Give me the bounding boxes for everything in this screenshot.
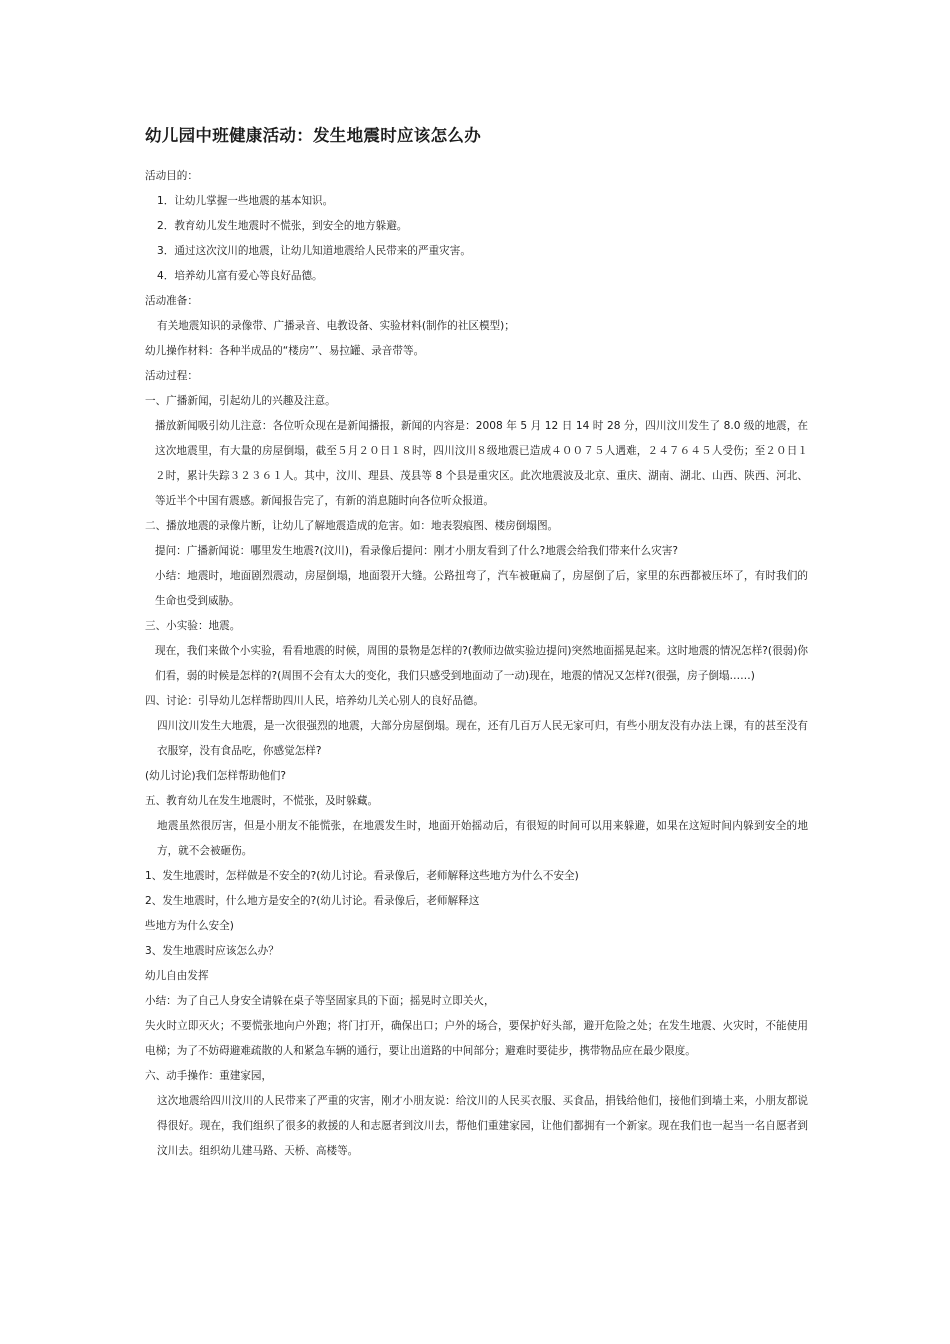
paragraph: 有关地震知识的录像带、广播录音、电教设备、实验材料(制作的社区模型)； xyxy=(157,320,515,332)
paragraph: 播放新闻吸引幼儿注意：各位听众现在是新闻播报，新闻的内容是：2008 年 5 月 12 日 14 时 28 分，四川汶川发生了 8.0 级的地震，在这次地震里，有大量的房屋倒塌，截至５月２０日１８时，四川汶川８级地震已造成４００７５人遇难，２４７６４５人受伤；至２０日１２时，累计失踪３２３６１人。其中，汶川、理县、茂县等 8 个县是重灾区。此次地震波及北京、重庆、湖南、湖北、山西、陕西、河北、等近半个中国有震感。新闻报告完了，有新的消息随时向各位听众报道。 xyxy=(155,420,808,507)
paragraph: 小结：为了自己人身安全请躲在桌子等坚固家具的下面；摇晃时立即关火， xyxy=(145,995,495,1007)
paragraph: 小结：地震时，地面剧烈震动，房屋倒塌，地面裂开大缝。公路扭弯了，汽车被砸扁了，房屋倒了后，家里的东西都被压坏了，有时我们的生命也受到威胁。 xyxy=(155,570,808,607)
paragraph: 二、播放地震的录像片断，让幼儿了解地震造成的危害。如：地表裂痕图、楼房倒塌图。 xyxy=(145,520,559,532)
paragraph: 现在，我们来做个小实验，看看地震的时候，周围的景物是怎样的?(教师边做实验边提问)突然地面摇晃起来。这时地震的情况怎样?(很弱)你们看，弱的时候是怎样的?(周围不会有太大的变化，我们只感受到地面动了一动)现在，地震的情况又怎样?(很强，房子倒塌……) xyxy=(155,645,808,682)
paragraph: 一、广播新闻，引起幼儿的兴趣及注意。 xyxy=(145,395,336,407)
paragraph: 1、发生地震时，怎样做是不安全的?(幼儿讨论。看录像后，老师解释这些地方为什么不安全) xyxy=(145,870,579,882)
paragraph: (幼儿讨论)我们怎样帮助他们? xyxy=(145,770,287,782)
paragraph: 三、小实验：地震。 xyxy=(145,620,241,632)
document-body xyxy=(145,122,808,1164)
paragraph: 3．通过这次汶川的地震，让幼儿知道地震给人民带来的严重灾害。 xyxy=(157,245,471,257)
paragraph-list xyxy=(145,164,808,1164)
paragraph: 地震虽然很厉害，但是小朋友不能慌张，在地震发生时，地面开始摇动后，有很短的时间可以用来躲避，如果在这短时间内躲到安全的地方，就不会被砸伤。 xyxy=(157,820,808,857)
paragraph: 幼儿自由发挥 xyxy=(145,970,209,982)
paragraph: 活动过程： xyxy=(145,370,198,382)
paragraph: 活动准备： xyxy=(145,295,198,307)
page-title: 幼儿园中班健康活动：发生地震时应该怎么办 xyxy=(145,126,481,145)
paragraph: 2．教育幼儿发生地震时不慌张，到安全的地方躲避。 xyxy=(157,220,408,232)
paragraph: 幼儿操作材料：各种半成品的“楼房”’、易拉罐、录音带等。 xyxy=(145,345,425,357)
paragraph: 六、动手操作：重建家园， xyxy=(145,1070,273,1082)
paragraph: 提问：广播新闻说：哪里发生地震?(汶川)，看录像后提问：刚才小朋友看到了什么?地震会给我们带来什么灾害? xyxy=(155,545,679,557)
paragraph: 2、发生地震时，什么地方是安全的?(幼儿讨论。看录像后，老师解释这 xyxy=(145,895,480,907)
paragraph: 失火时立即灭火；不要慌张地向户外跑；将门打开，确保出口；户外的场合，要保护好头部，避开危险之处；在发生地震、火灾时，不能使用电梯；为了不妨碍避难疏散的人和紧急车辆的通行，要让出道路的中间部分；避难时要徒步，携带物品应在最少限度。 xyxy=(145,1020,808,1057)
paragraph: 1．让幼儿掌握一些地震的基本知识。 xyxy=(157,195,334,207)
paragraph: 五、教育幼儿在发生地震时，不慌张，及时躲藏。 xyxy=(145,795,379,807)
paragraph: 4．培养幼儿富有爱心等良好品德。 xyxy=(157,270,323,282)
paragraph: 四川汶川发生大地震，是一次很强烈的地震，大部分房屋倒塌。现在，还有几百万人民无家可归，有些小朋友没有办法上课，有的甚至没有衣服穿，没有食品吃，你感觉怎样? xyxy=(157,720,808,757)
paragraph: 四、讨论：引导幼儿怎样帮助四川人民，培养幼儿关心别人的良好品德。 xyxy=(145,695,484,707)
paragraph: 这次地震给四川汶川的人民带来了严重的灾害，刚才小朋友说：给汶川的人民买衣服、买食品，捐钱给他们，接他们到墙土来，小朋友都说得很好。现在，我们组织了很多的救援的人和志愿者到汶川去，帮他们重建家园，让他们都拥有一个新家。现在我们也一起当一名自愿者到汶川去。组织幼儿建马路、天桥、高楼等。 xyxy=(157,1095,808,1157)
paragraph: 些地方为什么安全) xyxy=(145,920,234,932)
paragraph: 3、发生地震时应该怎么办？ xyxy=(145,945,279,957)
paragraph: 活动目的： xyxy=(145,170,198,182)
